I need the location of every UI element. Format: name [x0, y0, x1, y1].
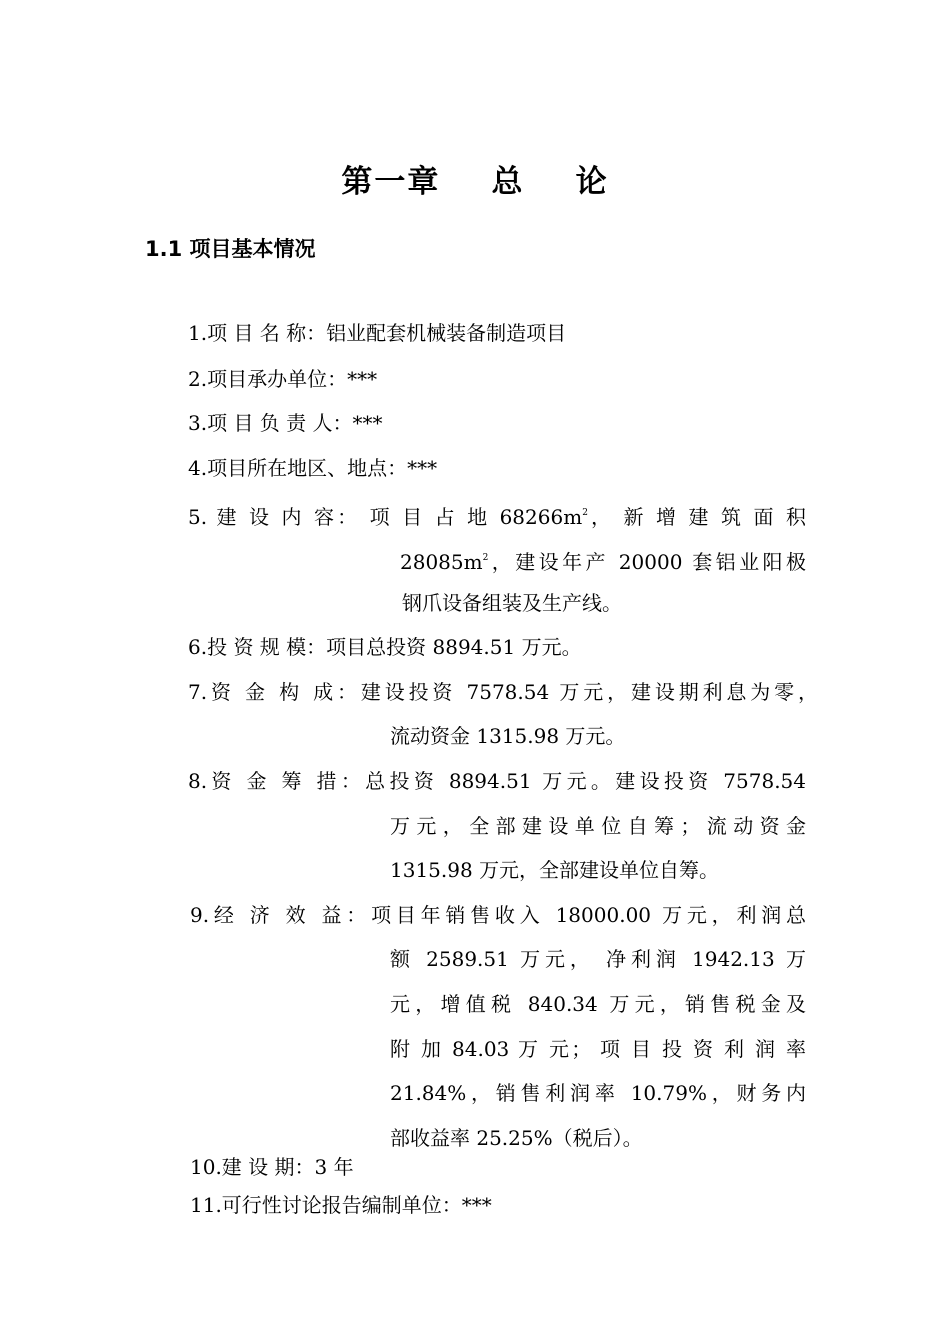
item-11-report-preparer: 11.可行性讨论报告编制单位：***: [190, 1193, 492, 1217]
item-9-economic-benefit-line5: 21.84%，销售利润率 10.79%，财务内: [390, 1081, 806, 1105]
item-8-fund-raising-line1: 8.资 金 筹 措：总投资 8894.51 万元。建设投资 7578.54: [188, 769, 806, 793]
item-9-economic-benefit-line1: 9.经 济 效 益：项目年销售收入 18000.00 万元，利润总: [190, 903, 806, 927]
item-6-investment-scale: 6.投 资 规 模：项目总投资 8894.51 万元。: [188, 635, 582, 659]
item-1-project-name: 1.项 目 名 称：铝业配套机械装备制造项目: [188, 321, 567, 345]
item-3-responsible-person: 3.项 目 负 责 人：***: [188, 411, 383, 435]
item-4-location: 4.项目所在地区、地点：***: [188, 456, 438, 480]
item-10-construction-period: 10.建 设 期：3 年: [190, 1155, 354, 1179]
item-7-fund-composition-line2: 流动资金 1315.98 万元。: [390, 724, 626, 748]
item-5-construction-content-line1: 5. 建 设 内 容： 项 目 占 地 $68266m^2$， 新 增 建 筑 面 积: [188, 505, 806, 529]
item-5-construction-content-line3: 钢爪设备组装及生产线。: [402, 591, 622, 615]
section-title: 1.1 项目基本情况: [145, 237, 316, 261]
item-9-economic-benefit-line2: 额 2589.51 万元， 净利润 1942.13 万: [390, 947, 806, 971]
item-2-sponsor: 2.项目承办单位：***: [188, 367, 378, 391]
item-9-economic-benefit-line3: 元，增值税 840.34 万元，销售税金及: [390, 992, 806, 1016]
item-9-economic-benefit-line6: 部收益率 25.25%（税后）。: [390, 1126, 643, 1150]
item-5-construction-content-line2: $28085m^2$，建设年产 20000 套铝业阳极: [400, 550, 806, 574]
item-8-fund-raising-line3: 1315.98 万元，全部建设单位自筹。: [390, 858, 720, 882]
item-9-economic-benefit-line4: 附 加 84.03 万 元； 项 目 投 资 利 润 率: [390, 1037, 806, 1061]
chapter-title: 第一章 总 论: [341, 164, 609, 200]
item-8-fund-raising-line2: 万元，全部建设单位自筹；流动资金: [390, 814, 806, 838]
item-7-fund-composition-line1: 7.资 金 构 成：建设投资 7578.54 万元，建设期利息为零，: [188, 680, 818, 704]
